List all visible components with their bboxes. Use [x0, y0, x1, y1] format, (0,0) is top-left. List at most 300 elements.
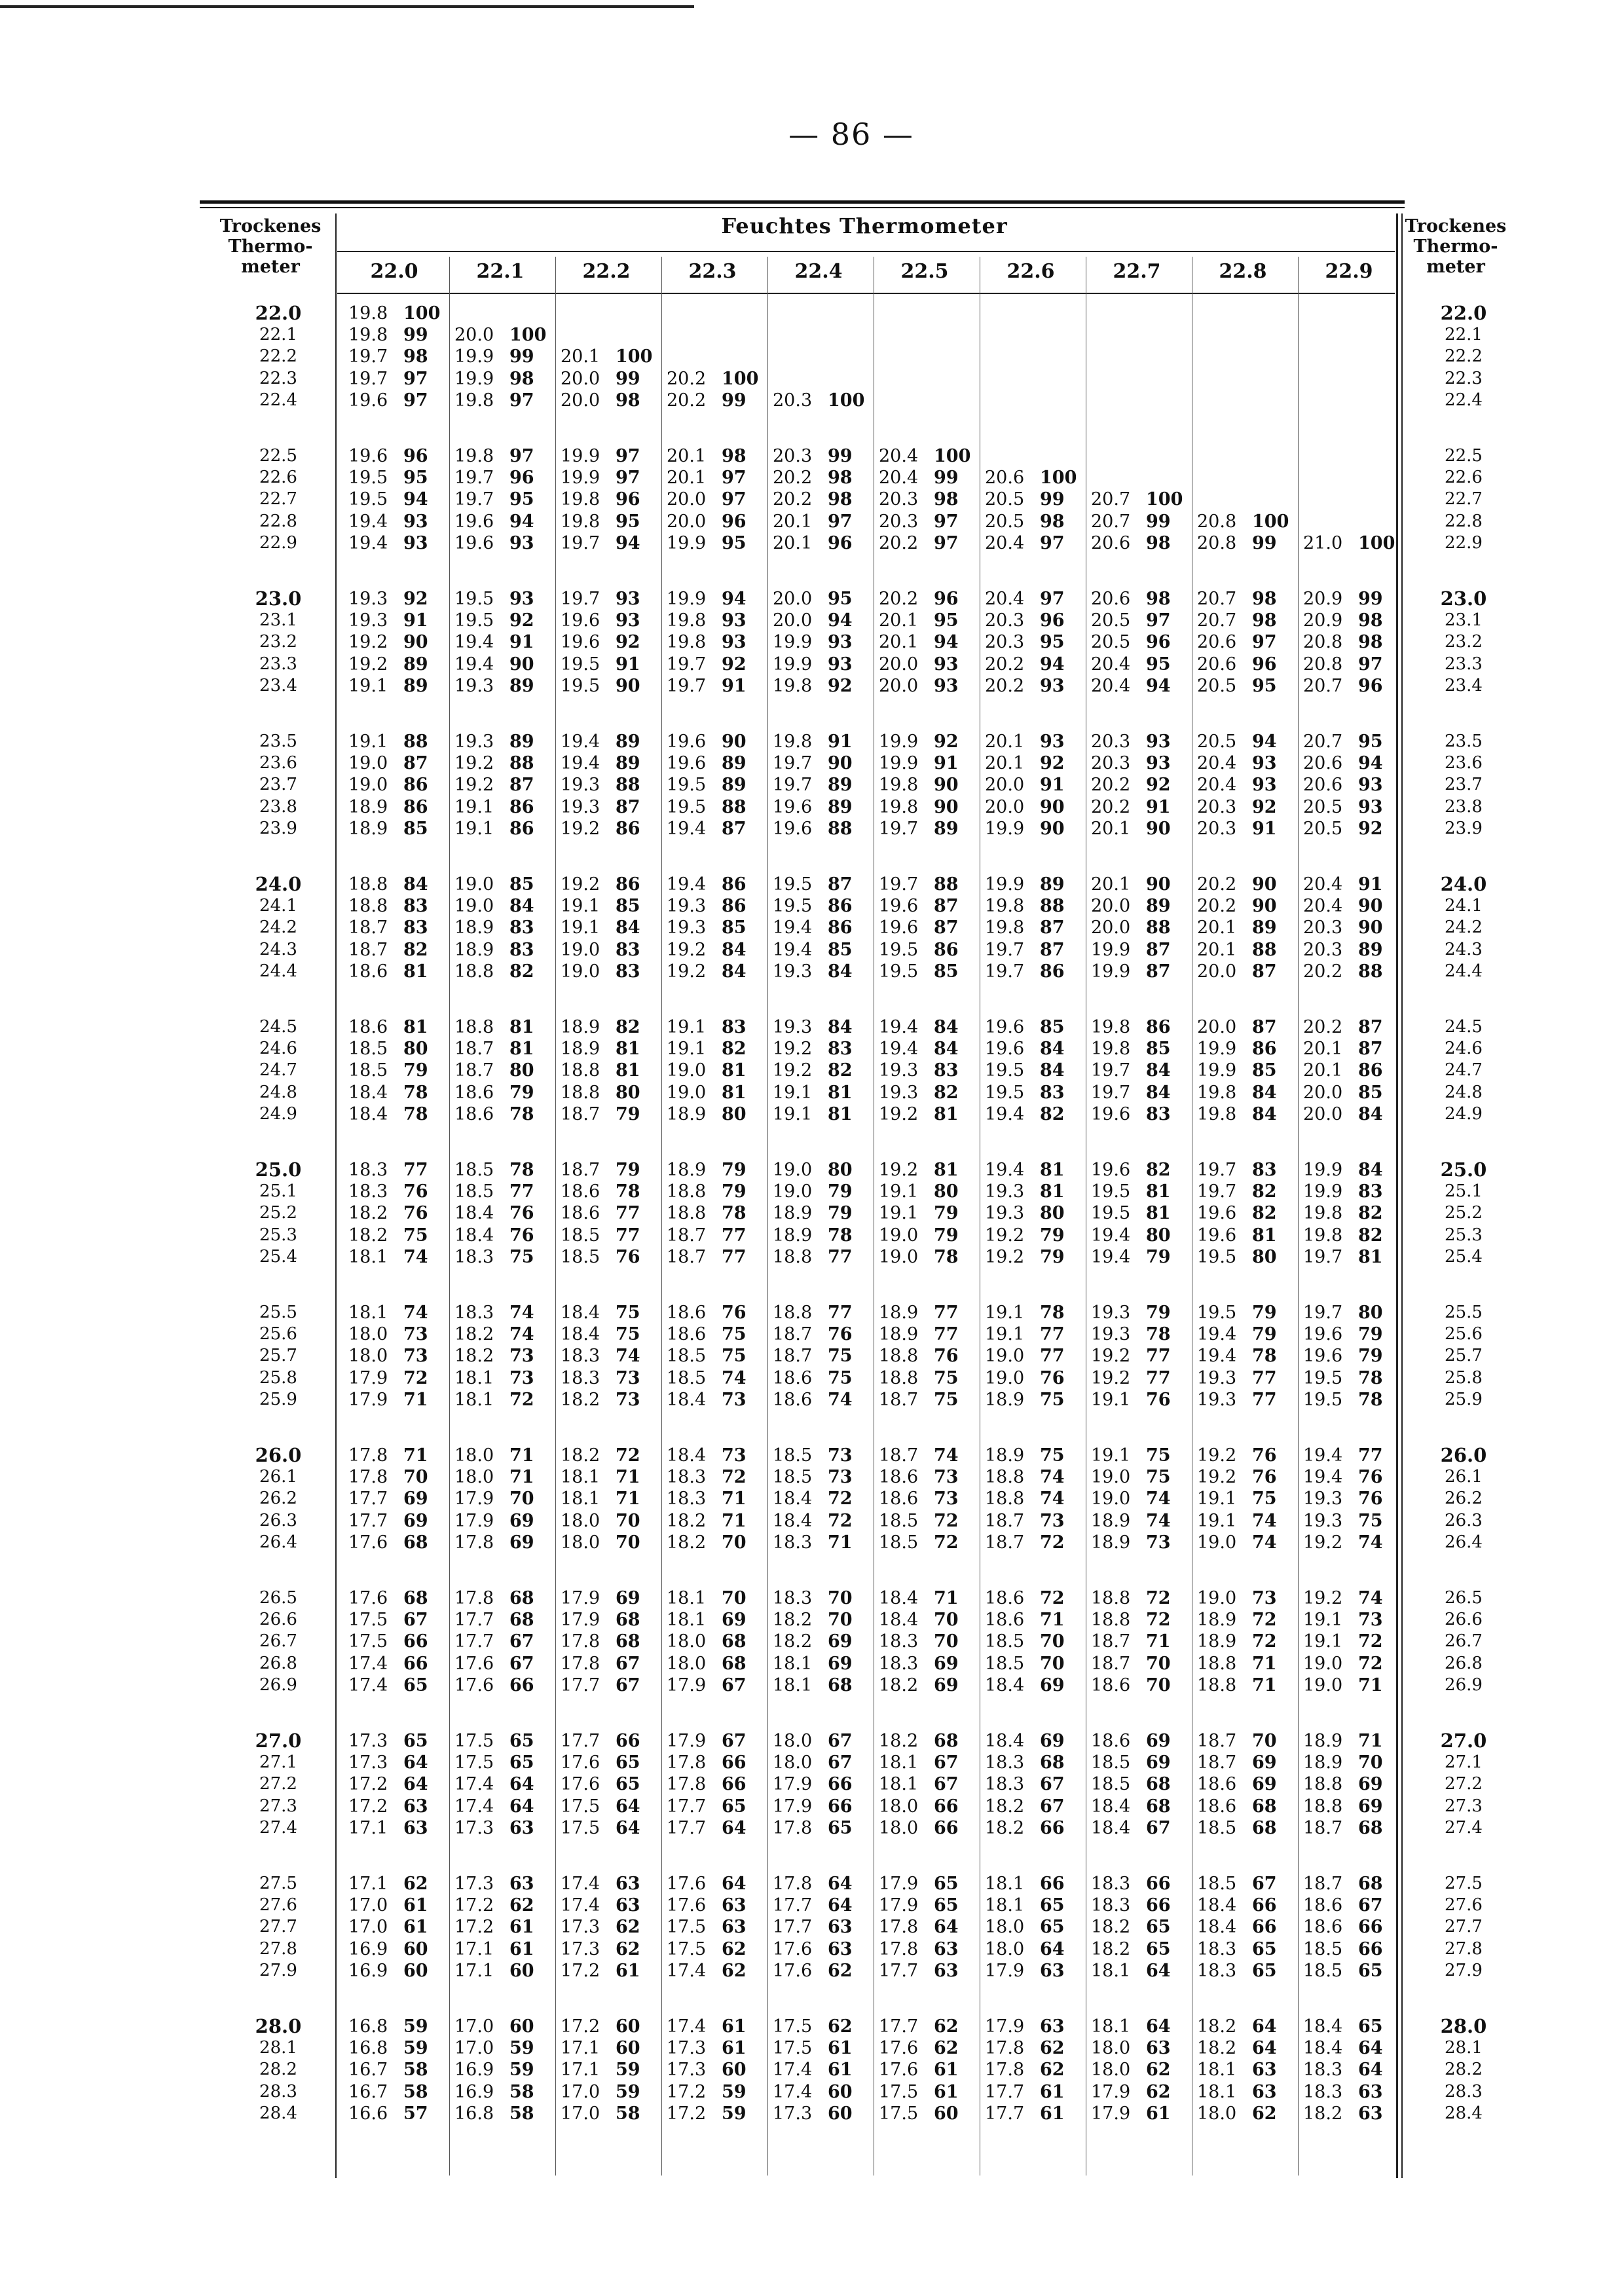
wet-bulb-temperature: 18.6 [773, 1367, 813, 1388]
table-cell [879, 796, 977, 818]
table-cell [1091, 2059, 1189, 2081]
wet-bulb-temperature: 18.4 [667, 1389, 707, 1410]
relative-humidity: 69 [828, 1653, 853, 1674]
relative-humidity: 90 [1358, 917, 1383, 938]
table-cell [1303, 874, 1401, 895]
dry-temp-label-right: 26.0 [1440, 1444, 1487, 1466]
wet-bulb-temperature: 19.1 [1303, 1610, 1343, 1631]
wet-bulb-temperature: 18.0 [667, 1631, 707, 1652]
wet-bulb-temperature: 18.9 [1091, 1510, 1131, 1531]
table-cell [561, 467, 659, 489]
wet-bulb-temperature: 18.4 [879, 1610, 919, 1631]
wet-bulb-temperature: 17.7 [454, 1610, 494, 1631]
wet-bulb-temperature: 19.2 [667, 939, 707, 960]
wet-bulb-temperature: 18.4 [348, 1103, 388, 1124]
relative-humidity: 77 [616, 1225, 640, 1246]
table-cell [773, 895, 871, 917]
wet-bulb-temperature: 18.9 [879, 1303, 919, 1323]
relative-humidity: 64 [1252, 2016, 1277, 2037]
dry-temp-label-left: 24.9 [259, 1103, 297, 1124]
wet-bulb-temperature: 20.4 [1091, 675, 1131, 696]
table-cell [1091, 1038, 1189, 1060]
table-cell [348, 1324, 447, 1345]
dry-temp-label-left: 27.0 [255, 1730, 302, 1752]
table-cell [454, 874, 553, 895]
wet-bulb-temperature: 17.7 [773, 1895, 813, 1916]
relative-humidity: 63 [1252, 2060, 1277, 2081]
relative-humidity: 67 [934, 1774, 959, 1795]
wet-bulb-temperature: 18.7 [667, 1225, 707, 1246]
wet-bulb-temperature: 18.6 [773, 1389, 813, 1410]
relative-humidity: 73 [403, 1346, 428, 1367]
table-cell [879, 1302, 977, 1324]
relative-humidity: 75 [828, 1367, 853, 1388]
right-header-line: meter [1426, 257, 1485, 277]
wet-bulb-temperature: 19.0 [667, 1082, 707, 1103]
table-cell [561, 1038, 659, 1060]
table-cell [1091, 917, 1189, 938]
relative-humidity: 83 [1040, 1082, 1065, 1103]
wet-bulb-temperature: 17.2 [561, 2016, 600, 2037]
relative-humidity: 90 [1358, 896, 1383, 917]
relative-humidity: 65 [1146, 1938, 1171, 1959]
relative-humidity: 84 [722, 961, 747, 982]
table-cell [1091, 1488, 1189, 1509]
wet-bulb-temperature: 19.2 [561, 874, 600, 895]
relative-humidity: 86 [722, 874, 747, 895]
wet-bulb-temperature: 19.0 [561, 961, 600, 982]
wet-bulb-temperature: 20.3 [985, 632, 1025, 653]
table-cell [454, 2016, 553, 2037]
wet-bulb-temperature: 19.8 [454, 390, 494, 411]
table-cell [667, 610, 765, 631]
relative-humidity: 78 [1358, 1389, 1383, 1410]
table-cell [454, 1730, 553, 1752]
wet-bulb-temperature: 19.3 [1197, 1389, 1237, 1410]
relative-humidity: 80 [934, 1181, 959, 1202]
table-cell [561, 532, 659, 554]
table-cell [667, 1960, 765, 1982]
table-cell [348, 1445, 447, 1466]
dry-temp-label-right: 24.4 [1445, 961, 1483, 981]
relative-humidity: 95 [1252, 675, 1277, 696]
relative-humidity: 81 [1146, 1203, 1171, 1224]
wet-bulb-temperature: 19.7 [1197, 1160, 1237, 1180]
dry-temp-label-right: 23.4 [1445, 675, 1483, 695]
relative-humidity: 78 [403, 1082, 428, 1103]
wet-bulb-temperature: 20.2 [1197, 896, 1237, 917]
table-cell [1091, 939, 1189, 961]
table-cell [1303, 1730, 1401, 1752]
table-cell [773, 1675, 871, 1696]
relative-humidity: 66 [1252, 1895, 1277, 1916]
table-cell [773, 1159, 871, 1181]
table-cell [1091, 796, 1189, 818]
table-cell [985, 1631, 1083, 1652]
table-cell [985, 874, 1083, 895]
relative-humidity: 89 [828, 796, 853, 817]
table-cell [985, 1916, 1083, 1938]
relative-humidity: 78 [1252, 1346, 1277, 1367]
table-cell [1091, 631, 1189, 653]
relative-humidity: 86 [1252, 1039, 1277, 1060]
relative-humidity: 98 [1358, 632, 1383, 653]
wet-bulb-temperature: 20.4 [1091, 654, 1131, 675]
wet-bulb-temperature: 19.6 [879, 896, 919, 917]
table-cell [667, 731, 765, 752]
table-cell [561, 1225, 659, 1246]
table-cell [1197, 610, 1295, 631]
relative-humidity: 93 [934, 675, 959, 696]
table-cell [454, 939, 553, 961]
relative-humidity: 97 [509, 446, 534, 466]
relative-humidity: 67 [828, 1752, 853, 1773]
wet-bulb-temperature: 19.6 [1091, 1103, 1131, 1124]
wet-bulb-temperature: 18.3 [454, 1246, 494, 1267]
relative-humidity: 81 [722, 1082, 747, 1103]
relative-humidity: 66 [403, 1631, 428, 1652]
relative-humidity: 85 [1252, 1060, 1277, 1081]
dry-temp-label-left: 22.5 [259, 446, 297, 466]
wet-bulb-temperature: 18.4 [1197, 1895, 1237, 1916]
wet-bulb-temperature: 17.6 [667, 1874, 707, 1894]
dry-temp-label-right: 24.6 [1445, 1039, 1483, 1059]
table-cell [1197, 2016, 1295, 2037]
table-cell [561, 1103, 659, 1125]
table-cell [348, 917, 447, 938]
wet-bulb-temperature: 18.7 [985, 1532, 1025, 1553]
wet-bulb-temperature: 18.9 [1091, 1532, 1131, 1553]
table-cell [348, 895, 447, 917]
relative-humidity: 87 [1252, 1017, 1277, 1037]
relative-humidity: 68 [616, 1631, 640, 1652]
relative-humidity: 69 [616, 1588, 640, 1608]
table-cell [773, 654, 871, 675]
column-divider [449, 257, 450, 2176]
table-cell [1197, 1916, 1295, 1938]
relative-humidity: 70 [1146, 1653, 1171, 1674]
wet-bulb-temperature: 18.3 [667, 1489, 707, 1509]
relative-humidity: 68 [828, 1675, 853, 1695]
dry-temp-label-left: 26.1 [259, 1467, 297, 1487]
table-cell [879, 588, 977, 610]
wet-bulb-temperature: 19.4 [348, 511, 388, 532]
wet-bulb-temperature: 18.8 [879, 1346, 919, 1367]
table-cell [667, 1225, 765, 1246]
relative-humidity: 77 [1252, 1367, 1277, 1388]
wet-bulb-temperature: 19.9 [561, 446, 600, 466]
wet-bulb-temperature: 19.5 [667, 796, 707, 817]
relative-humidity: 84 [828, 1017, 853, 1037]
relative-humidity: 82 [1252, 1181, 1277, 1202]
relative-humidity: 98 [1146, 589, 1171, 609]
relative-humidity: 84 [509, 896, 534, 917]
table-cell [1091, 1817, 1189, 1839]
table-cell [667, 1817, 765, 1839]
table-cell [454, 1587, 553, 1609]
relative-humidity: 59 [616, 2060, 640, 2081]
relative-humidity: 65 [1252, 1938, 1277, 1959]
table-cell [773, 1873, 871, 1895]
table-cell [1303, 1873, 1401, 1895]
wet-bulb-temperature: 19.2 [985, 1225, 1025, 1246]
relative-humidity: 66 [1252, 1917, 1277, 1938]
relative-humidity: 66 [1358, 1917, 1383, 1938]
dry-temp-label-left: 24.1 [259, 896, 297, 916]
wet-bulb-temperature: 20.1 [561, 346, 600, 367]
table-cell [1091, 1324, 1189, 1345]
table-cell [667, 532, 765, 554]
relative-humidity: 91 [722, 675, 747, 696]
wet-bulb-temperature: 17.9 [348, 1389, 388, 1410]
relative-humidity: 73 [403, 1324, 428, 1345]
relative-humidity: 70 [828, 1610, 853, 1631]
table-cell [454, 1675, 553, 1696]
relative-humidity: 57 [403, 2103, 428, 2124]
relative-humidity: 96 [1146, 632, 1171, 653]
relative-humidity: 89 [1146, 896, 1171, 917]
relative-humidity: 67 [1040, 1774, 1065, 1795]
wet-bulb-temperature: 19.8 [879, 796, 919, 817]
relative-humidity: 65 [1040, 1895, 1065, 1916]
wet-bulb-temperature: 18.0 [348, 1324, 388, 1345]
table-cell [561, 1873, 659, 1895]
wet-bulb-temperature: 17.1 [454, 1938, 494, 1959]
wet-bulb-temperature: 17.6 [773, 1938, 813, 1959]
relative-humidity: 97 [616, 446, 640, 466]
relative-humidity: 76 [1252, 1445, 1277, 1466]
wet-bulb-temperature: 17.3 [773, 2103, 813, 2124]
table-cell [454, 511, 553, 532]
relative-humidity: 81 [1252, 1225, 1277, 1246]
wet-bulb-temperature: 18.0 [561, 1532, 600, 1553]
relative-humidity: 64 [509, 1796, 534, 1817]
wet-bulb-temperature: 18.9 [561, 1039, 600, 1060]
relative-humidity: 66 [509, 1675, 534, 1695]
relative-humidity: 66 [616, 1731, 640, 1751]
relative-humidity: 66 [828, 1796, 853, 1817]
table-cell [1303, 1752, 1401, 1773]
table-cell [879, 1016, 977, 1038]
dry-temp-label-right: 27.5 [1445, 1874, 1483, 1893]
relative-humidity: 62 [1146, 2060, 1171, 2081]
relative-humidity: 74 [616, 1346, 640, 1367]
table-cell [561, 796, 659, 818]
wet-bulb-temperature: 18.5 [985, 1631, 1025, 1652]
wet-bulb-temperature: 18.8 [879, 1367, 919, 1388]
relative-humidity: 65 [403, 1731, 428, 1751]
dry-temp-label-right: 26.3 [1445, 1510, 1483, 1530]
wet-bulb-temperature: 18.1 [348, 1303, 388, 1323]
relative-humidity: 80 [722, 1103, 747, 1124]
table-cell [454, 631, 553, 653]
wet-bulb-temperature: 18.1 [879, 1774, 919, 1795]
wet-bulb-temperature: 18.5 [454, 1160, 494, 1180]
relative-humidity: 79 [722, 1181, 747, 1202]
wet-bulb-temperature: 19.2 [985, 1246, 1025, 1267]
wet-bulb-temperature: 18.1 [773, 1653, 813, 1674]
relative-humidity: 60 [722, 2060, 747, 2081]
relative-humidity: 79 [722, 1160, 747, 1180]
wet-bulb-temperature: 19.3 [773, 961, 813, 982]
relative-humidity: 62 [509, 1895, 534, 1916]
table-cell [879, 2016, 977, 2037]
table-cell [1303, 1181, 1401, 1202]
table-cell [1197, 1960, 1295, 1982]
table-cell [879, 467, 977, 489]
table-cell [879, 1873, 977, 1895]
table-cell [348, 324, 447, 346]
relative-humidity: 76 [403, 1203, 428, 1224]
table-cell [454, 532, 553, 554]
dry-temp-label-right: 24.8 [1445, 1082, 1483, 1102]
left-table-border [335, 213, 337, 2178]
table-cell [454, 917, 553, 938]
wet-bulb-temperature: 18.4 [1091, 1796, 1131, 1817]
relative-humidity: 60 [509, 1960, 534, 1981]
relative-humidity: 90 [509, 654, 534, 675]
wet-bulb-temperature: 17.7 [773, 1917, 813, 1938]
relative-humidity: 89 [1252, 917, 1277, 938]
table-cell [985, 1225, 1083, 1246]
wet-bulb-temperature: 20.7 [1303, 731, 1343, 752]
relative-humidity: 81 [934, 1160, 959, 1180]
table-cell [561, 1202, 659, 1224]
dry-temp-label-left: 22.3 [259, 368, 297, 388]
wet-bulb-temperature: 19.5 [348, 489, 388, 510]
wet-bulb-temperature: 20.2 [1091, 775, 1131, 796]
relative-humidity: 75 [934, 1389, 959, 1410]
table-cell [454, 1225, 553, 1246]
table-cell [985, 675, 1083, 697]
table-cell [1197, 1302, 1295, 1324]
relative-humidity: 65 [934, 1874, 959, 1894]
wet-column-header: 22.2 [582, 260, 631, 283]
wet-bulb-temperature: 19.9 [454, 368, 494, 389]
wet-bulb-temperature: 17.8 [985, 2038, 1025, 2059]
table-cell [667, 874, 765, 895]
wet-bulb-temperature: 18.9 [561, 1017, 600, 1037]
table-cell [985, 610, 1083, 631]
wet-bulb-temperature: 19.9 [985, 874, 1025, 895]
relative-humidity: 58 [509, 2081, 534, 2102]
wet-bulb-temperature: 19.3 [348, 589, 388, 609]
dry-temp-label-right: 23.8 [1445, 796, 1483, 817]
relative-humidity: 64 [828, 1874, 853, 1894]
table-cell [667, 2059, 765, 2081]
wet-bulb-temperature: 16.9 [454, 2060, 494, 2081]
table-cell [985, 1466, 1083, 1488]
table-cell [1091, 675, 1189, 697]
wet-bulb-temperature: 19.0 [1091, 1489, 1131, 1509]
wet-bulb-temperature: 19.6 [561, 632, 600, 653]
wet-bulb-temperature: 19.4 [773, 939, 813, 960]
wet-bulb-temperature: 19.0 [348, 753, 388, 774]
relative-humidity: 68 [1358, 1817, 1383, 1838]
wet-bulb-temperature: 18.2 [454, 1346, 494, 1367]
wet-bulb-temperature: 18.7 [1303, 1874, 1343, 1894]
relative-humidity: 91 [403, 610, 428, 631]
table-cell [1303, 917, 1401, 938]
relative-humidity: 92 [1146, 775, 1171, 796]
table-cell [561, 489, 659, 510]
relative-humidity: 73 [616, 1367, 640, 1388]
wet-bulb-temperature: 19.0 [667, 1060, 707, 1081]
wet-bulb-temperature: 20.4 [1303, 896, 1343, 917]
table-cell [348, 1038, 447, 1060]
table-cell [348, 774, 447, 796]
table-cell [1303, 1016, 1401, 1038]
relative-humidity: 72 [828, 1489, 853, 1509]
relative-humidity: 84 [1146, 1082, 1171, 1103]
table-cell [1303, 1895, 1401, 1916]
relative-humidity: 89 [722, 753, 747, 774]
wet-column-header: 22.9 [1325, 260, 1373, 283]
wet-column-header: 22.8 [1219, 260, 1267, 283]
relative-humidity: 83 [509, 917, 534, 938]
relative-humidity: 88 [1146, 917, 1171, 938]
dry-temp-label-left: 25.1 [259, 1181, 297, 1202]
wet-bulb-temperature: 18.2 [879, 1675, 919, 1695]
wet-bulb-temperature: 20.3 [1303, 939, 1343, 960]
relative-humidity: 69 [1146, 1731, 1171, 1751]
table-cell [454, 1302, 553, 1324]
table-cell [667, 1488, 765, 1509]
table-cell [1197, 1587, 1295, 1609]
relative-humidity: 74 [1358, 1532, 1383, 1553]
relative-humidity: 60 [403, 1938, 428, 1959]
wet-bulb-temperature: 18.0 [985, 1917, 1025, 1938]
wet-bulb-temperature: 20.8 [1197, 532, 1237, 553]
wet-bulb-temperature: 19.7 [1091, 1082, 1131, 1103]
relative-humidity: 95 [1146, 654, 1171, 675]
table-cell [773, 675, 871, 697]
table-cell [561, 2037, 659, 2059]
relative-humidity: 77 [828, 1246, 853, 1267]
wet-bulb-temperature: 17.5 [667, 1917, 707, 1938]
table-cell [667, 1082, 765, 1103]
wet-bulb-temperature: 18.3 [561, 1346, 600, 1367]
relative-humidity: 84 [1252, 1103, 1277, 1124]
wet-bulb-temperature: 17.4 [561, 1874, 600, 1894]
wet-bulb-temperature: 19.7 [773, 753, 813, 774]
relative-humidity: 71 [403, 1389, 428, 1410]
relative-humidity: 87 [509, 775, 534, 796]
table-cell [667, 1532, 765, 1553]
relative-humidity: 70 [1252, 1731, 1277, 1751]
table-cell [1091, 1202, 1189, 1224]
wet-bulb-temperature: 19.2 [1303, 1588, 1343, 1608]
table-cell [667, 2081, 765, 2103]
relative-humidity: 99 [509, 346, 534, 367]
wet-bulb-temperature: 19.0 [1303, 1653, 1343, 1674]
dry-temp-label-right: 22.4 [1445, 390, 1483, 410]
relative-humidity: 75 [1040, 1389, 1065, 1410]
wet-bulb-temperature: 19.1 [1303, 1631, 1343, 1652]
wet-bulb-temperature: 20.0 [667, 511, 707, 532]
relative-humidity: 67 [509, 1653, 534, 1674]
table-cell [773, 1653, 871, 1675]
table-cell [348, 654, 447, 675]
wet-bulb-temperature: 19.2 [1303, 1532, 1343, 1553]
wet-bulb-temperature: 19.2 [348, 632, 388, 653]
relative-humidity: 97 [1252, 632, 1277, 653]
dry-temp-label-right: 26.1 [1445, 1467, 1483, 1487]
dry-temp-label-right: 22.5 [1445, 446, 1483, 466]
relative-humidity: 95 [722, 532, 747, 553]
wet-bulb-temperature: 18.0 [1091, 2038, 1131, 2059]
dry-temp-label-right: 23.7 [1445, 775, 1483, 795]
